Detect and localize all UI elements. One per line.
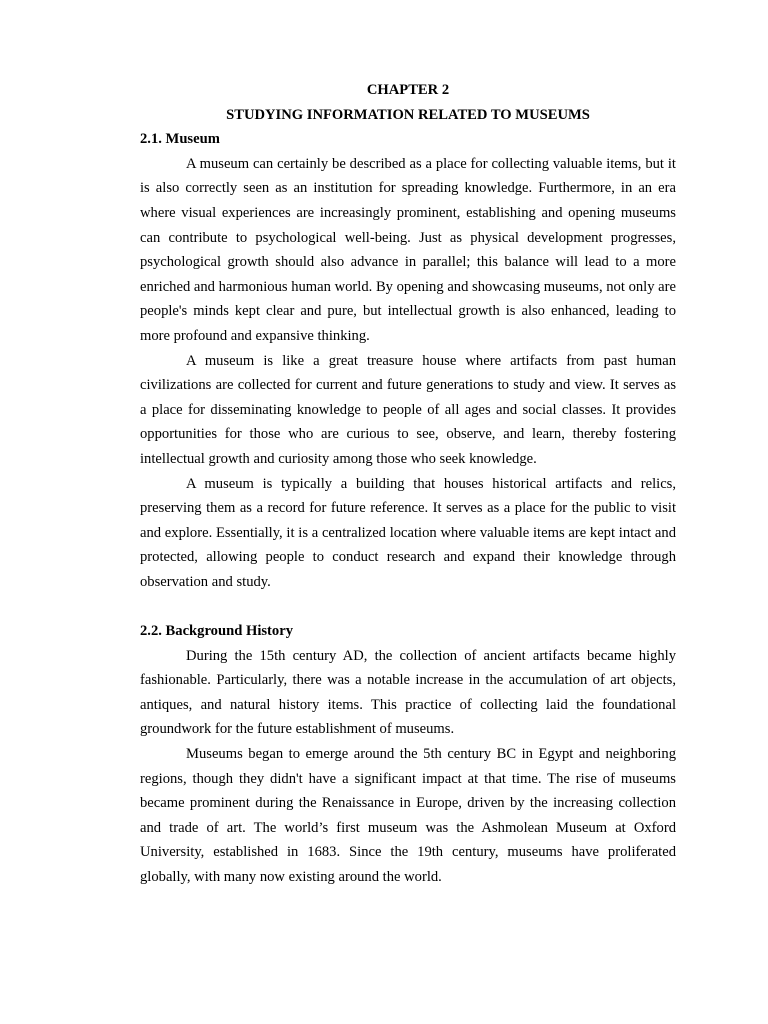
paragraph: A museum is typically a building that houses historical artifacts and relics, preserving them as a record for future reference. It serves as a place for the public to visit and explore. Essentially, it is a centralized location where valuable items are kept intact and protected, allowing people to conduct research and expand their knowledge through observation and study. xyxy=(140,475,676,590)
paragraph: Museums began to emerge around the 5th century BC in Egypt and neighboring regions, though they didn't have a significant impact at that time. The rise of museums became prominent during the Renaissance in Europe, driven by the increasing collection and trade of art. The world’s first museum was the Ashmolean Museum at Oxford University, established in 1683. Since the 19th century, museums have proliferated globally, with many now existing around the world. xyxy=(140,746,676,885)
section-heading: 2.2. Background History xyxy=(140,623,293,640)
chapter-label: CHAPTER 2 xyxy=(366,82,450,98)
document-page xyxy=(140,78,676,890)
chapter-title: STUDYING INFORMATION RELATED TO MUSEUMS xyxy=(226,106,590,123)
paragraph: A museum can certainly be described as a place for collecting valuable items, but it is also correctly seen as an institution for spreading knowledge. Furthermore, in an era where visual experiences are increasingly prominent, establishing and opening museums can contribute to psychological well-being. Just as physical development progresses, psychological growth should also advance in parallel; this balance will lead to a more enriched and harmonious human world. By opening and showcasing museums, not only are people's minds kept clear and pure, but intellectual growth is also enhanced, leading to more profound and expansive thinking. xyxy=(140,155,676,344)
section-spacer xyxy=(140,594,676,619)
section-museum xyxy=(140,127,676,594)
section-heading: 2.1. Museum xyxy=(140,131,220,148)
section-background-history xyxy=(140,619,676,890)
paragraph: During the 15th century AD, the collection of ancient artifacts became highly fashionable. Particularly, there was a notable increase in the accumulation of art objects, antiques, and natural history items. This practice of collecting laid the foundational groundwork for the future establishment of museums. xyxy=(140,647,676,738)
paragraph: A museum is like a great treasure house where artifacts from past human civilizations are collected for current and future generations to study and view. It serves as a place for disseminating knowledge to people of all ages and social classes. It provides opportunities for those who are curious to see, observe, and learn, thereby fostering intellectual growth and curiosity among those who seek knowledge. xyxy=(140,352,676,467)
